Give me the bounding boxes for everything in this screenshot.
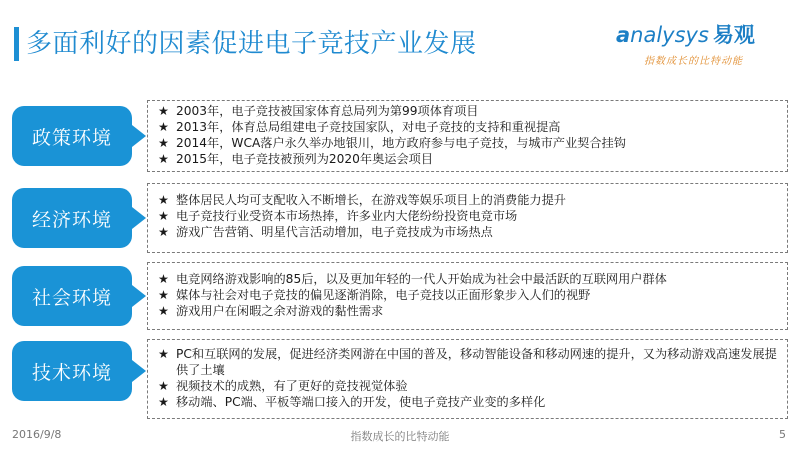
star-icon: ★ [158,288,169,302]
star-icon: ★ [158,152,169,166]
row-box-technology [147,339,788,419]
row-label-economy: 经济环境 [12,188,132,248]
list-item: ★ 2003年，电子竞技被国家体育总局列为第99项体育项目 [158,104,479,118]
row-box-economy [147,183,788,253]
list-item: ★ 游戏用户在闲暇之余对游戏的黏性需求 [158,304,384,318]
star-icon: ★ [158,379,169,393]
list-item: ★ 2013年，体育总局组建电子竞技国家队，对电子竞技的支持和重视提高 [158,120,561,134]
star-icon: ★ [158,304,169,318]
row-label-technology: 技术环境 [12,341,132,401]
row-technology [12,339,788,419]
list-item: ★ 电子竞技行业受资本市场热捧，许多业内大佬纷纷投资电竞市场 [158,209,518,223]
footer-slogan: 指数成长的比特动能 [350,430,450,443]
star-icon: ★ [158,136,169,150]
arrow-icon [132,207,146,229]
list-item: ★ 2015年，电子竞技被预列为2020年奥运会项目 [158,152,434,166]
logo-brand: nalysys [630,23,709,47]
logo-a-mark: a [616,23,631,47]
arrow-icon [132,125,146,147]
list-item: ★ PC和互联网的发展，促进经济类网游在中国的普及，移动智能设备和移动网速的提升，又为移动游戏高速发展提供了土壤 [158,347,777,377]
row-box-policy [147,100,788,172]
list-item: ★ 2014年，WCA落户永久举办地银川，地方政府参与电子竞技，与城市产业契合挂钩 [158,136,626,150]
list-item: ★ 媒体与社会对电子竞技的偏见逐渐消除，电子竞技以正面形象步入人们的视野 [158,288,591,302]
arrow-icon [132,360,146,382]
row-label-policy: 政策环境 [12,106,132,166]
star-icon: ★ [158,193,169,207]
row-policy [12,100,788,172]
title-accent-bar [14,27,19,61]
list-item: ★ 移动端、PC端、平板等端口接入的开发，使电子竞技产业变的多样化 [158,395,546,409]
star-icon: ★ [158,209,169,223]
arrow-icon [132,285,146,307]
logo-tagline: 指数成长的比特动能 [644,56,743,67]
row-society [12,262,788,330]
list-item: ★ 视频技术的成熟，有了更好的竞技视觉体验 [158,379,408,393]
page-title: 多面利好的因素促进电子竞技产业发展 [26,29,477,59]
row-economy [12,183,788,253]
footer-date: 2016/9/8 [12,428,62,441]
star-icon: ★ [158,395,169,409]
row-box-society [147,262,788,330]
analysys-logo [616,22,766,74]
list-item: ★ 电竞网络游戏影响的85后，以及更加年轻的一代人开始成为社会中最活跃的互联网用户群体 [158,272,667,286]
logo-wordmark [616,22,755,48]
list-item: ★ 游戏广告营销、明星代言活动增加，电子竞技成为市场热点 [158,225,493,239]
logo-brand-cn: 易观 [712,23,755,47]
page-number: 5 [779,428,786,441]
star-icon: ★ [158,120,169,134]
star-icon: ★ [158,272,169,286]
star-icon: ★ [158,225,169,239]
row-label-society: 社会环境 [12,266,132,326]
star-icon: ★ [158,104,169,118]
list-item: ★ 整体居民人均可支配收入不断增长，在游戏等娱乐项目上的消费能力提升 [158,193,566,207]
star-icon: ★ [158,347,169,361]
